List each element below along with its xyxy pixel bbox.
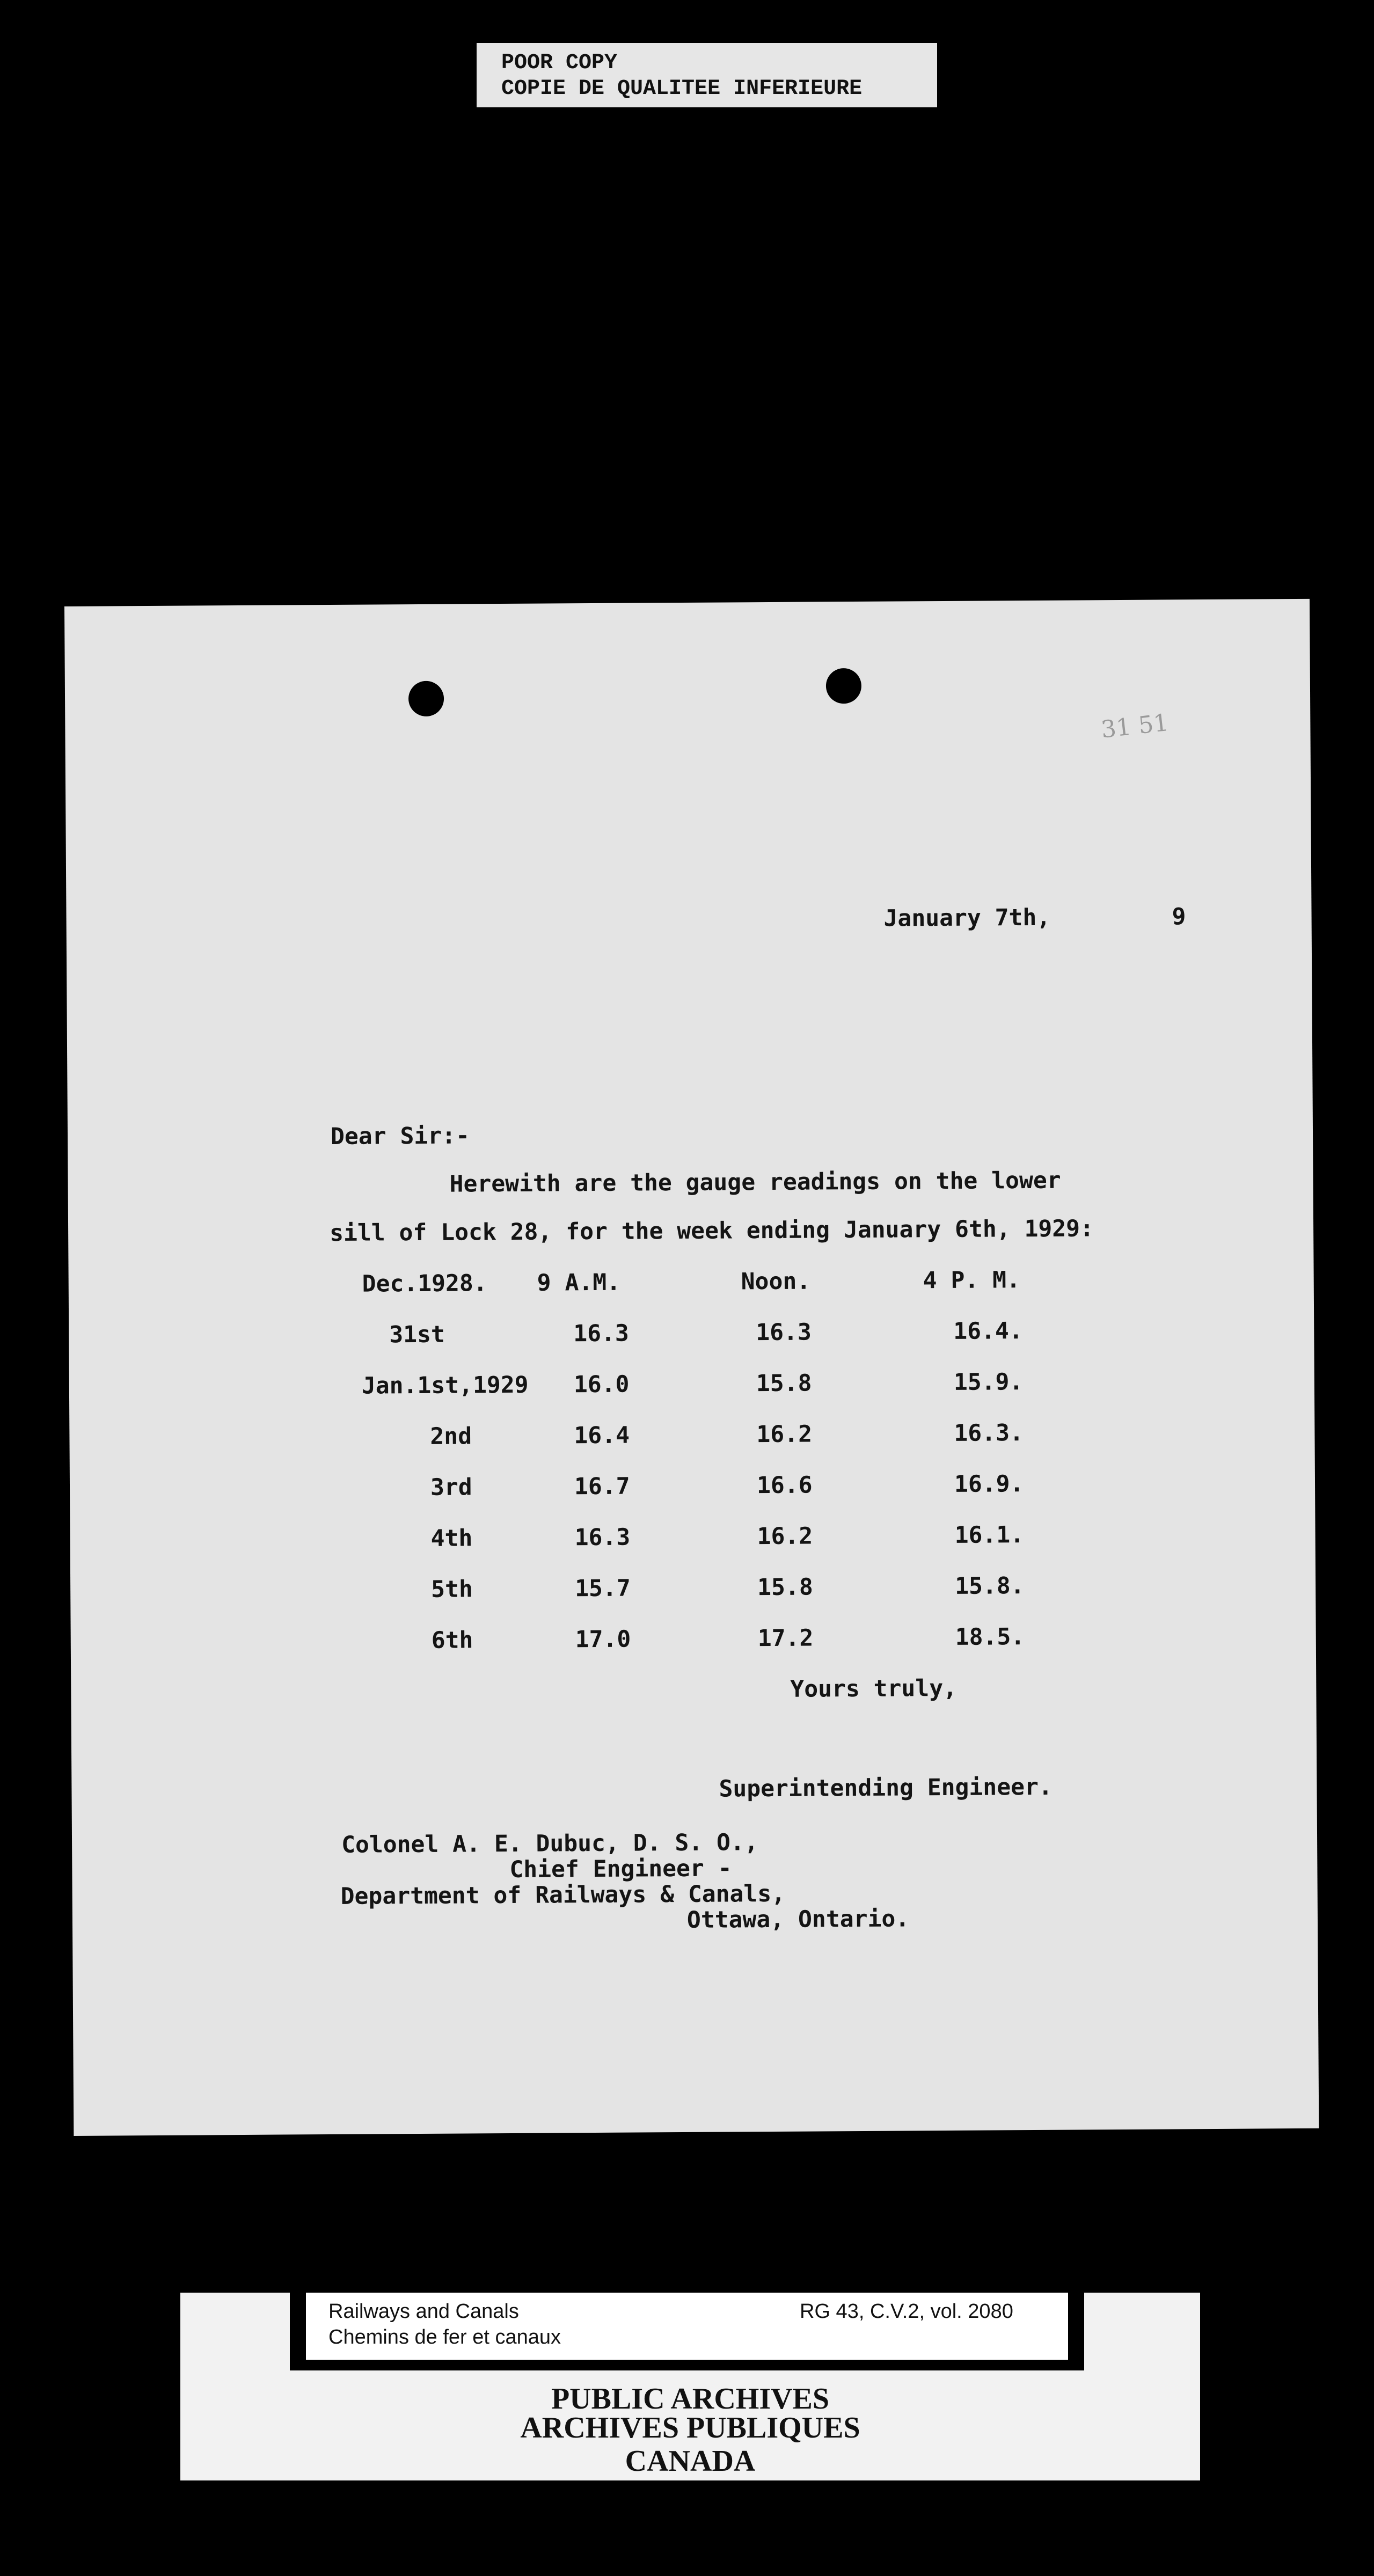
- body-line-2: sill of Lock 28, for the week ending January 6th, 1929:: [329, 1215, 1094, 1247]
- collection-french: Chemins de fer et canaux: [328, 2326, 561, 2348]
- punch-hole-left: [408, 681, 444, 716]
- table-header-noon: Noon.: [741, 1268, 811, 1296]
- row-noon: 16.2: [757, 1523, 813, 1550]
- table-header-4pm: 4 P. M.: [923, 1267, 1021, 1294]
- row-9am: 16.3: [574, 1524, 631, 1552]
- row-4pm: 16.1.: [954, 1521, 1025, 1549]
- row-date: 6th: [431, 1627, 473, 1654]
- row-9am: 16.4: [574, 1422, 630, 1450]
- archive-reference: RG 43, C.V.2, vol. 2080: [800, 2300, 1013, 2323]
- row-date: 5th: [431, 1576, 473, 1603]
- table-header-9am: 9 A.M.: [537, 1269, 621, 1297]
- row-noon: 15.8: [756, 1370, 812, 1397]
- signature-title: Superintending Engineer.: [719, 1773, 1053, 1803]
- row-noon: 16.2: [756, 1421, 813, 1448]
- address-line-1: Colonel A. E. Dubuc, D. S. O.,: [341, 1829, 758, 1858]
- salutation: Dear Sir:-: [330, 1122, 470, 1150]
- row-4pm: 16.4.: [953, 1318, 1023, 1345]
- archives-line-1: PUBLIC ARCHIVES: [551, 2382, 830, 2416]
- row-4pm: 15.8.: [955, 1572, 1025, 1600]
- archive-reference-box: [290, 2293, 1084, 2370]
- row-date: 2nd: [430, 1423, 472, 1450]
- letter-date-year-fragment: 9: [1172, 903, 1186, 931]
- body-line-1: Herewith are the gauge readings on the lower: [449, 1167, 1061, 1198]
- row-9am: 17.0: [575, 1626, 631, 1653]
- pencil-annotation: 31 51: [1099, 709, 1170, 744]
- row-4pm: 15.9.: [953, 1368, 1024, 1396]
- row-9am: 16.0: [573, 1371, 630, 1399]
- row-date: 3rd: [430, 1474, 472, 1501]
- row-noon: 16.3: [756, 1319, 812, 1346]
- row-4pm: 16.9.: [954, 1470, 1024, 1498]
- collection-english: Railways and Canals: [328, 2300, 519, 2323]
- address-line-2: Chief Engineer -: [509, 1855, 732, 1883]
- row-date: 4th: [430, 1525, 473, 1552]
- poor-copy-line-en: POOR COPY: [501, 51, 618, 75]
- row-9am: 16.7: [574, 1473, 630, 1501]
- poor-copy-line-fr: COPIE DE QUALITEE INFERIEURE: [501, 77, 863, 101]
- row-9am: 16.3: [573, 1320, 630, 1348]
- letter-page: [64, 599, 1319, 2136]
- address-line-4: Ottawa, Ontario.: [686, 1905, 910, 1934]
- archives-line-2: ARCHIVES PUBLIQUES: [520, 2411, 860, 2445]
- row-date: 31st: [389, 1321, 445, 1349]
- row-date: Jan.1st,1929: [361, 1371, 529, 1400]
- row-4pm: 18.5.: [955, 1623, 1025, 1651]
- table-header-date: Dec.1928.: [362, 1270, 487, 1298]
- closing: Yours truly,: [790, 1674, 958, 1703]
- archives-line-3: CANADA: [625, 2445, 756, 2478]
- poor-copy-banner: [477, 43, 937, 107]
- letter-date: January 7th,: [883, 904, 1051, 932]
- address-line-3: Department of Railways & Canals,: [340, 1880, 786, 1910]
- row-4pm: 16.3.: [954, 1419, 1024, 1447]
- row-9am: 15.7: [575, 1575, 631, 1602]
- row-noon: 17.2: [757, 1624, 814, 1652]
- row-noon: 16.6: [756, 1472, 813, 1499]
- row-noon: 15.8: [757, 1574, 813, 1601]
- punch-hole-right: [826, 668, 861, 704]
- archive-label: [180, 2293, 1200, 2480]
